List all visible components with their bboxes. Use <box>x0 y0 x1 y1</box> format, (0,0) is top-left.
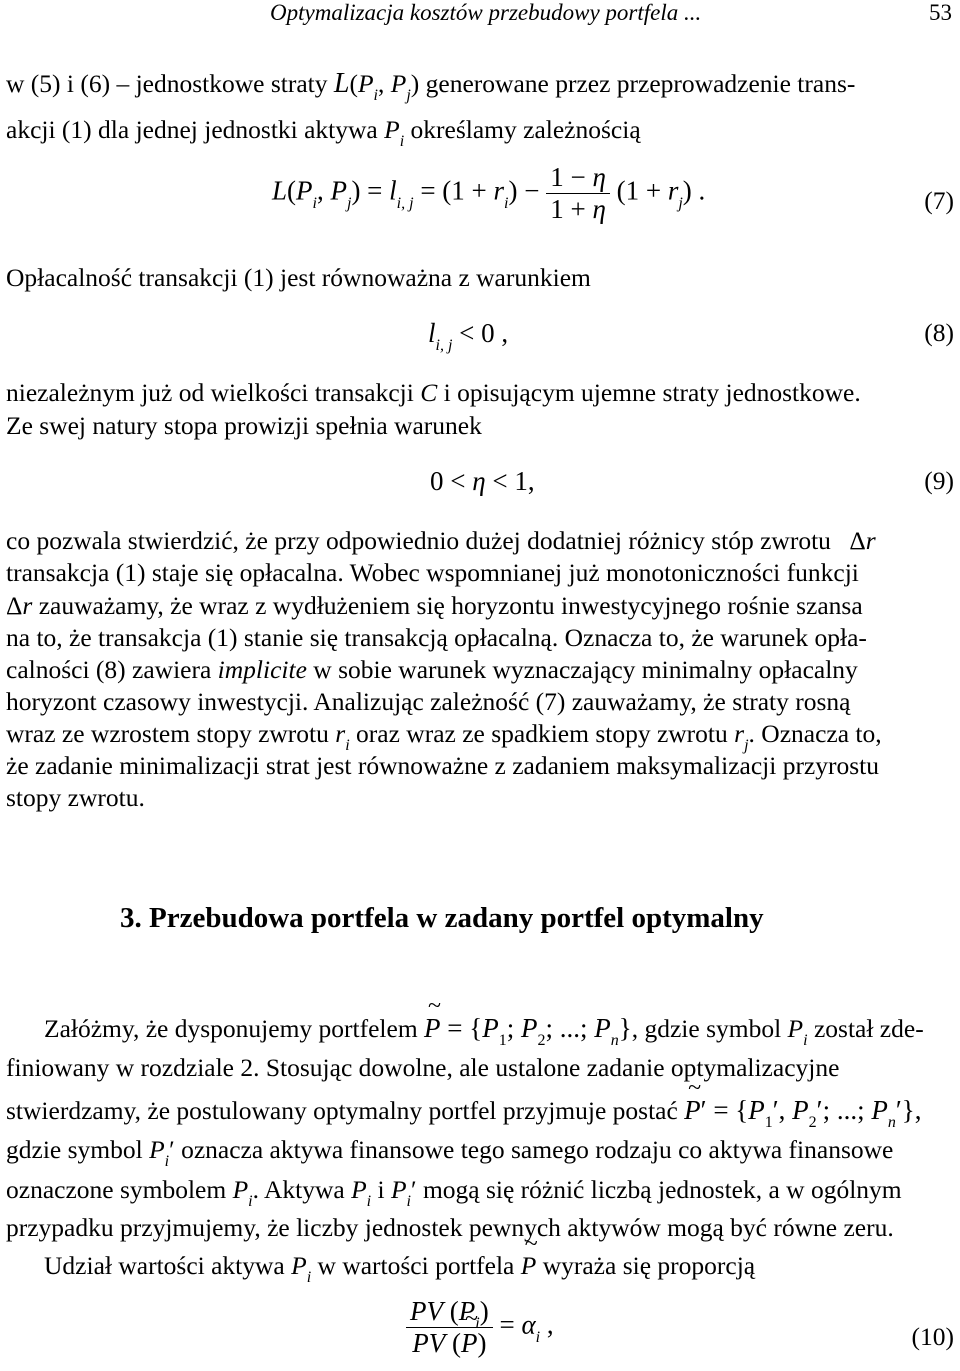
paragraph-line: w (5) i (6) – jednostkowe straty $L(P_i$, $P_j$) generowane przez przeprowadzenie trans- <box>6 68 856 104</box>
paragraph-line: finiowany w rozdziale 2. Stosując dowolne, ale ustalone zadanie optymalizacyjne <box>6 1053 840 1082</box>
paragraph-line: na to, że transakcja (1) stanie się transakcją opłacalną. Oznacza to, że warunek opła- <box>6 623 867 652</box>
equation-9: 0 < η < 1, <box>430 466 535 496</box>
paragraph-line: stwierdzamy, że postulowany optymalny portfel przyjmuje postać ~ $P' = \{P_1'$, $P_2'$; ...; $P_n'$}, <box>6 1094 921 1131</box>
equation-number: (8) <box>924 318 954 347</box>
paragraph-line: horyzont czasowy inwestycji. Analizując zależność (7) zauważamy, że straty rosną <box>6 687 851 716</box>
equation-number: (9) <box>924 466 954 495</box>
paragraph-line: niezależnym już od wielkości transakcji C i opisującym ujemne straty jednostkowe. <box>6 378 861 407</box>
equation-10: $\frac{PV (P_i)}{PV (\sim P)}$ = $\alpha_i$ , <box>406 1296 554 1359</box>
equation-number: (10) <box>911 1322 954 1351</box>
paragraph-line: akcji (1) dla jednej jednostki aktywa $P_i$ określamy zależnością <box>6 115 641 150</box>
paragraph-line: calności (8) zawiera implicite w sobie warunek wyznaczający minimalny opłacalny <box>6 655 858 684</box>
paragraph-line: Załóżmy, że dysponujemy portfelem ~ $P = \{P_1$; $P_2$; ...; $P_n$}, gdzie symbol $P_i$ został zde- <box>44 1012 924 1049</box>
paragraph-line: gdzie symbol $P_i'$ oznacza aktywa finansowe tego samego rodzaju co aktywa finansowe <box>6 1135 894 1170</box>
running-title: Optymalizacja kosztów przebudowy portfela ... <box>270 0 702 25</box>
page-header <box>0 0 960 30</box>
paragraph-line: wraz ze wzrostem stopy zwrotu $r_i$ oraz wraz ze spadkiem stopy zwrotu $r_j$. Oznacza to, <box>6 719 882 754</box>
paragraph-line: Udział wartości aktywa $P_i$ w wartości portfela ~ P wyraża się proporcją <box>44 1250 755 1286</box>
paragraph-line: stopy zwrotu. <box>6 783 145 812</box>
paragraph-line: Δr zauważamy, że wraz z wydłużeniem się horyzontu inwestycyjnego rośnie szansa <box>6 591 863 620</box>
equation-number: (7) <box>924 186 954 215</box>
paragraph-line: co pozwala stwierdzić, że przy odpowiednio dużej dodatniej różnicy stóp zwrotu Δr <box>6 526 876 555</box>
paragraph-line: że zadanie minimalizacji strat jest równoważne z zadaniem maksymalizacji przyrostu <box>6 751 880 780</box>
equation-8: $l_{i, j} < 0$ , <box>428 318 509 354</box>
section-heading: 3. Przebudowa portfela w zadany portfel optymalny <box>120 902 764 934</box>
paragraph-line: przypadku przyjmujemy, że liczby jednostek pewnych aktywów mogą być równe zeru. <box>6 1213 894 1242</box>
equation-7: $L(P_i$, $P_j) = l_{i, j} = (1 + r_i)$ − $\frac{1 - \eta}{1 + \eta}$ $(1 + r_j)$ . <box>272 162 706 224</box>
paragraph-line: Opłacalność transakcji (1) jest równoważna z warunkiem <box>6 263 591 292</box>
paragraph-line: oznaczone symbolem $P_i$. Aktywa $P_i$ i $P_i'$ mogą się różnić liczbą jednostek, a w ogólnym <box>6 1175 902 1210</box>
page-number: 53 <box>929 0 952 25</box>
paragraph-line: Ze swej natury stopa prowizji spełnia warunek <box>6 411 482 440</box>
paragraph-line: transakcja (1) staje się opłacalna. Wobec wspomnianej już monotoniczności funkcji <box>6 558 859 587</box>
